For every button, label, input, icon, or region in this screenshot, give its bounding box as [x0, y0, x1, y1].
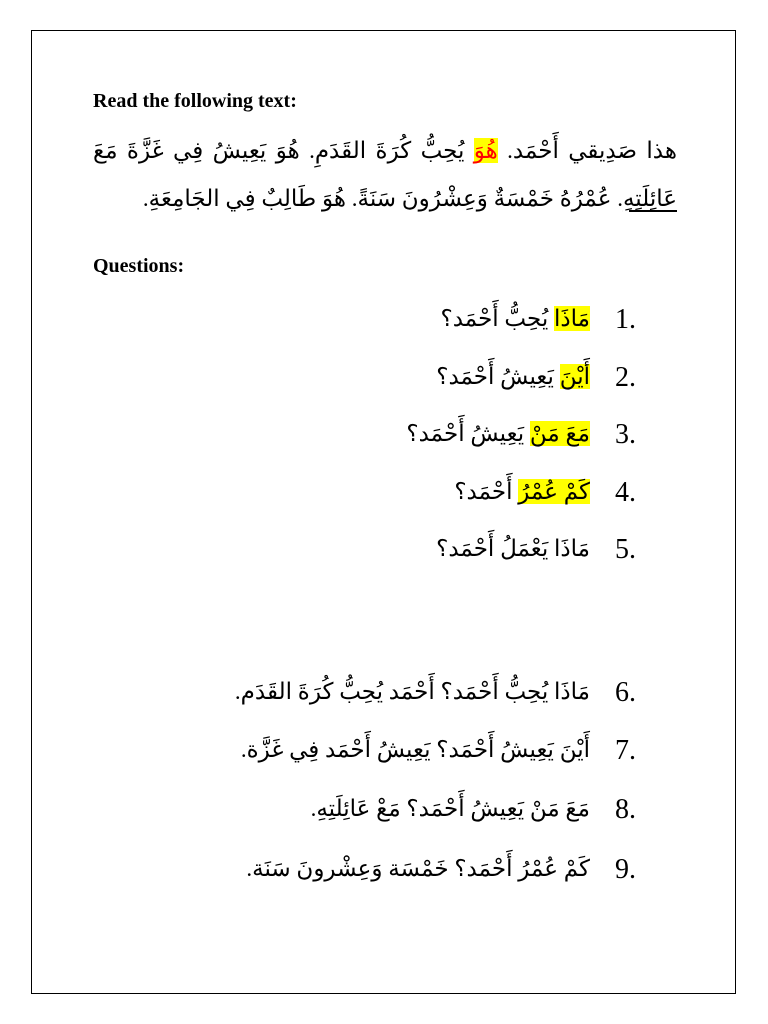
answer-row [100, 733, 655, 773]
read-heading: Read the following text: [93, 90, 297, 112]
answer-number: 6. [615, 677, 636, 708]
answer-text: أَيْنَ يَعِيشُ أَحْمَد؟ يَعِيشُ أَحْمَد فِي غَزَّة. [240, 737, 590, 762]
question-row [100, 475, 655, 515]
answer-text: مَاذَا يُحِبُّ أَحْمَد؟ أَحْمَد يُحِبُّ كُرَةَ القَدَم. [234, 679, 590, 704]
answer-row [100, 675, 655, 715]
passage-line-2 [93, 184, 677, 214]
question-row [100, 417, 655, 457]
answer-text: مَعَ مَنْ يَعِيشُ أَحْمَد؟ مَعْ عَائِلَتِهِ. [310, 796, 590, 821]
passage-line-1-start: هذا صَدِيقي أَحْمَد. [497, 138, 677, 163]
question-row [100, 302, 655, 342]
question-row [100, 360, 655, 400]
answer-number: 7. [615, 735, 636, 766]
answer-number: 9. [615, 854, 636, 885]
passage-line-1-end: يُحِبُّ كُرَةَ القَدَمِ. هُوَ يَعِيشُ فِي غَزَّةَ مَعَ [93, 138, 474, 163]
question-number: 1. [615, 304, 636, 335]
passage-highlighted-pronoun: هُوَ [473, 138, 498, 163]
questions-heading: Questions: [93, 255, 185, 277]
passage-line-2-end: . عُمْرُهُ خَمْسَةٌ وَعِشْرُونَ سَنَةً. هُوَ طَالِبٌ فِي الجَامِعَةِ. [142, 186, 623, 211]
question-word: أَيْنَ [559, 364, 590, 389]
question-number: 5. [615, 534, 636, 565]
passage-line-1 [93, 136, 677, 166]
question-text [436, 360, 590, 394]
question-text [406, 417, 590, 451]
question-word: كَمْ عُمْرُ [518, 479, 590, 504]
answer-row [100, 852, 655, 892]
question-row [100, 532, 655, 572]
question-word: مَعَ مَنْ [529, 421, 590, 446]
question-rest: أَحْمَد؟ [454, 479, 519, 504]
answer-text: كَمْ عُمْرُ أَحْمَد؟ خَمْسَة وَعِشْرونَ سَنَة. [246, 856, 590, 881]
question-number: 2. [615, 362, 636, 393]
question-text [441, 302, 591, 336]
answer-row [100, 792, 655, 832]
question-word: مَاذَا [554, 306, 590, 331]
question-rest: يُحِبُّ أَحْمَد؟ [440, 306, 555, 331]
question-text [436, 532, 590, 566]
question-number: 3. [615, 419, 636, 450]
question-number: 4. [615, 477, 636, 508]
question-text [454, 475, 590, 509]
passage-underlined-word: عَائِلَتِهِ [622, 186, 677, 211]
answer-number: 8. [615, 794, 636, 825]
question-rest: يَعِيشُ أَحْمَد؟ [406, 421, 530, 446]
question-rest: مَاذَا يَعْمَلُ أَحْمَد؟ [436, 536, 590, 561]
question-rest: يَعِيشُ أَحْمَد؟ [436, 364, 560, 389]
